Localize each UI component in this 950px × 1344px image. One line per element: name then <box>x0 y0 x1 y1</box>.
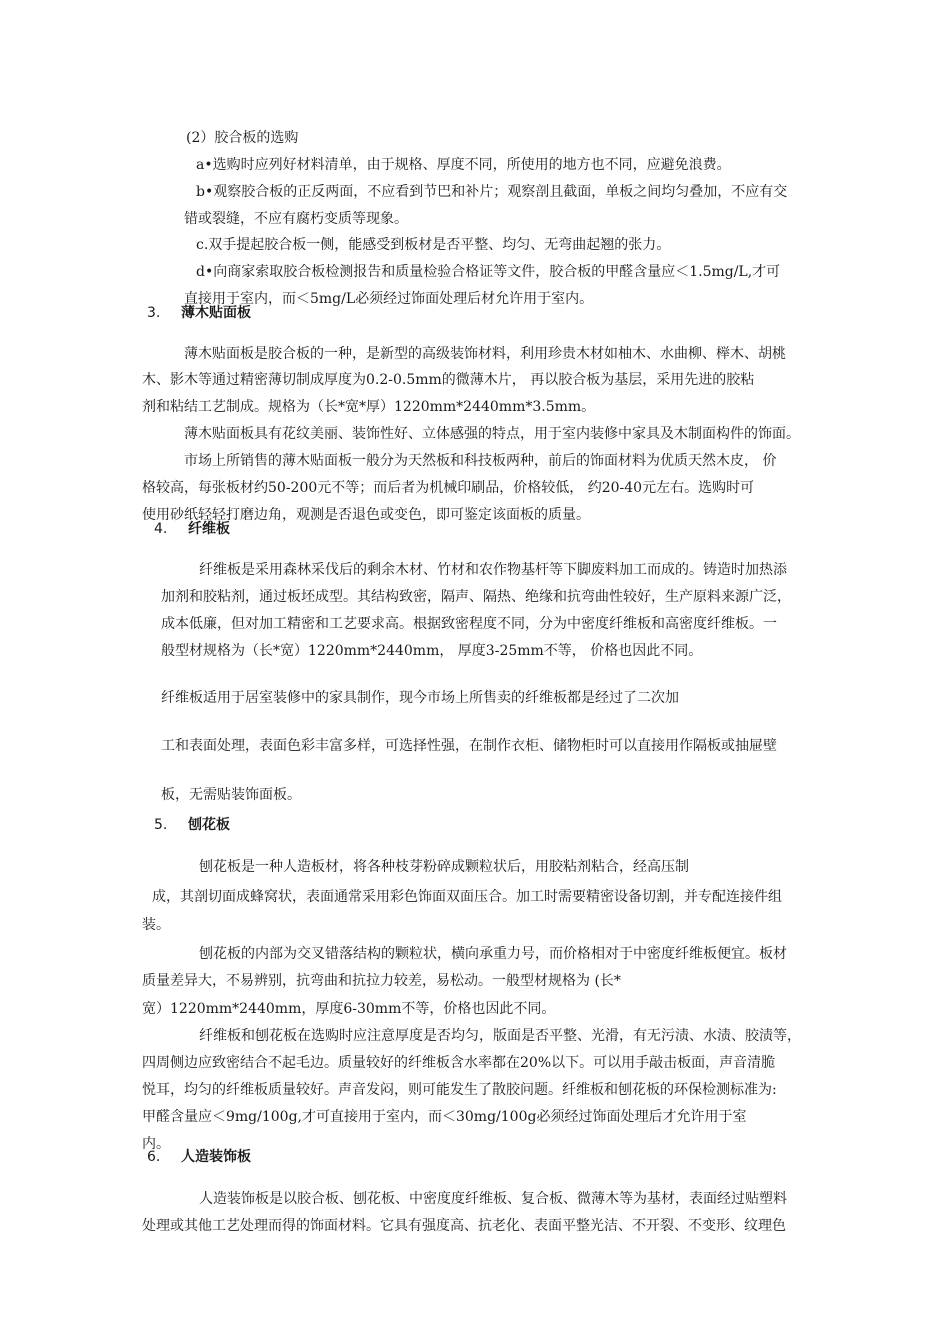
section-subheading-plywood-selection: (2）胶合板的选购 <box>186 130 299 146</box>
paragraph-line: 内。 <box>142 1136 170 1152</box>
section-title: 薄木贴面板 <box>181 305 251 321</box>
paragraph-line: 直接用于室内，而＜5mg/L必须经过饰面处理后材允许用于室内。 <box>184 291 594 307</box>
section-heading-3 <box>147 303 251 323</box>
paragraph-line: 工和表面处理，表面色彩丰富多样，可选择性强，在制作衣柜、储物柜时可以直接用作隔板或抽屉壁 <box>161 738 777 754</box>
paragraph-line: d•向商家索取胶合板检测报告和质量检验合格证等文件，胶合板的甲醛含量应＜1.5mg/L,才可 <box>196 264 781 280</box>
section-heading-5 <box>154 815 230 835</box>
paragraph-line: a•选购时应列好材料清单，由于规格、厚度不同，所使用的地方也不同，应避免浪费。 <box>196 157 731 173</box>
paragraph-line: 格较高，每张板材约50-200元不等；而后者为机械印刷品，价格较低， 约20-40元左右。选购时可 <box>142 480 755 496</box>
paragraph-line: 处理或其他工艺处理而得的饰面材料。它具有强度高、抗老化、表面平整光洁、不开裂、不变形、纹理色 <box>142 1218 786 1234</box>
section-number: 3. <box>147 305 161 321</box>
paragraph-line: 成，其剖切面成蜂窝状，表面通常采用彩色饰面双面压合。加工时需要精密设备切割，并专配连接件组 <box>152 889 782 905</box>
section-heading-6 <box>147 1147 251 1167</box>
paragraph-line: c.双手提起胶合板一侧，能感受到板材是否平整、均匀、无弯曲起翘的张力。 <box>196 237 671 253</box>
paragraph-line: 装。 <box>142 917 170 933</box>
paragraph-line: 剂和粘结工艺制成。规格为（长*宽*厚）1220mm*2440mm*3.5mm。 <box>142 399 596 415</box>
paragraph-line: 薄木贴面板是胶合板的一种，是新型的高级装饰材料，利用珍贵木材如柚木、水曲柳、榉木、胡桃 <box>184 346 786 362</box>
section-title: 刨花板 <box>188 817 230 833</box>
paragraph-line: 般型材规格为（长*宽）1220mm*2440mm， 厚度3-25mm不等， 价格也因此不同。 <box>161 643 703 659</box>
paragraph-line: 悦耳，均匀的纤维板质量较好。声音发闷，则可能发生了散胶问题。纤维板和刨花板的环保检测标准为: <box>142 1082 777 1098</box>
section-number: 5. <box>154 817 168 833</box>
paragraph-line: 成本低廉，但对加工精密和工艺要求高。根据致密程度不同，分为中密度纤维板和高密度纤维板。一 <box>161 616 777 632</box>
paragraph-line: 人造装饰板是以胶合板、刨花板、中密度度纤维板、复合板、微薄木等为基材，表面经过贴塑料 <box>199 1191 787 1207</box>
paragraph-line: 市场上所销售的薄木贴面板一般分为天然板和科技板两种，前后的饰面材料为优质天然木皮， 价 <box>184 453 777 469</box>
paragraph-line: 纤维板和刨花板在选购时应注意厚度是否均匀，版面是否平整、光滑，有无污渍、水渍、胶渍等， <box>199 1028 801 1044</box>
section-heading-4 <box>154 519 230 539</box>
paragraph-line: 四周侧边应致密结合不起毛边。质量较好的纤维板含水率都在20%以下。可以用手敲击板面，声音清脆 <box>142 1055 776 1071</box>
section-number: 4. <box>154 521 168 537</box>
section-title: 纤维板 <box>188 521 230 537</box>
paragraph-line: 纤维板适用于居室装修中的家具制作，现今市场上所售卖的纤维板都是经过了二次加 <box>161 690 679 706</box>
paragraph-line: b•观察胶合板的正反两面，不应看到节巴和补片；观察剖且截面，单板之间均匀叠加，不应有交 <box>196 184 788 200</box>
paragraph-line: 加剂和胶粘剂，通过板坯成型。其结构致密，隔声、隔热、绝缘和抗弯曲性较好，生产原料来源广泛， <box>161 589 791 605</box>
paragraph-line: 板，无需贴装饰面板。 <box>161 787 301 803</box>
paragraph-line: 错或裂缝，不应有腐朽变质等现象。 <box>184 211 408 227</box>
section-title: 人造装饰板 <box>181 1149 251 1165</box>
paragraph-line: 使用砂纸轻轻打磨边角，观测是否退色或变色，即可鉴定该面板的质量。 <box>142 507 590 523</box>
paragraph-line: 质量差异大，不易辨别，抗弯曲和抗拉力较差，易松动。一般型材规格为 (长* <box>142 973 621 989</box>
paragraph-line: 刨花板的内部为交叉错落结构的颗粒状，横向承重力号，而价格相对于中密度纤维板便宜。板材 <box>199 946 787 962</box>
paragraph-line: 木、影木等通过精密薄切制成厚度为0.2-0.5mm的微薄木片， 再以胶合板为基层，采用先进的胶粘 <box>142 372 755 388</box>
paragraph-line: 薄木贴面板具有花纹美丽、装饰性好、立体感强的特点，用于室内装修中家具及木制面构件的饰面。 <box>184 426 800 442</box>
paragraph-line: 宽）1220mm*2440mm，厚度6-30mm不等，价格也因此不同。 <box>142 1001 556 1017</box>
paragraph-line: 甲醛含量应＜9mg/100g,才可直接用于室内，而＜30mg/100g必须经过饰面处理后才允许用于室 <box>142 1109 747 1125</box>
section-number: 6. <box>147 1149 161 1165</box>
paragraph-line: 纤维板是采用森林采伐后的剩余木材、竹材和农作物基杆等下脚废料加工而成的。铸造时加热添 <box>199 562 787 578</box>
paragraph-line: 刨花板是一种人造板材，将各种枝芽粉碎成颗粒状后，用胶粘剂粘合，经高压制 <box>199 859 689 875</box>
